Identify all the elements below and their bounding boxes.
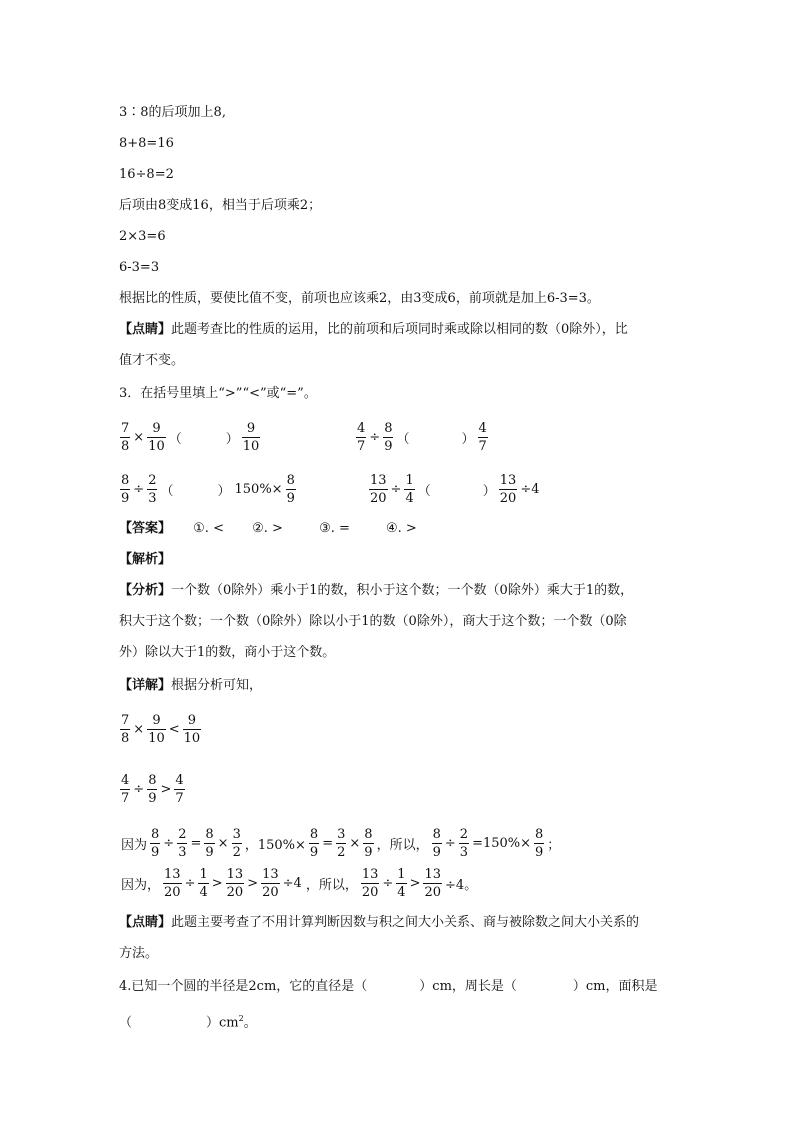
answer-4: ④. > — [386, 521, 417, 536]
answer-1: ①. < — [193, 521, 224, 536]
text-line — [119, 321, 628, 339]
text-span: 根据分析可知， — [171, 678, 263, 693]
answer-3: ③. = — [319, 521, 350, 536]
text-line: 6-3=3 — [119, 260, 160, 275]
text-line — [119, 914, 639, 932]
fraction: $\frac{1}{4}$ — [405, 473, 414, 506]
text-span: 因为 — [121, 838, 148, 853]
fraction: $\frac{9}{10}$ — [242, 421, 260, 454]
fraction: $\frac{2}{3}$ — [148, 473, 157, 506]
fraction: $\frac{13}{20}$ — [370, 473, 387, 506]
comparison-expression: $\frac{8}{9}$ ÷ $\frac{2}{3}$ （ ） 150%× $\frac{8}{9}$ — [121, 473, 295, 506]
solution-expression: $\frac{4}{7}$ ÷ $\frac{8}{9}$ > $\frac{4}{7}$ — [121, 773, 184, 806]
fraction: $\frac{13}{20}$ — [499, 473, 517, 506]
text-line: 值才不变。 — [119, 353, 185, 368]
answer-2: ②. > — [252, 521, 283, 536]
text-line: 方法。 — [119, 946, 159, 961]
solution-expression: 因为 $\frac{8}{9}$ ÷ $\frac{2}{3}$ = $\frac{8}{9}$ × $\frac{3}{2}$ ，150%× $\frac{8}{9}$ = $\frac{3}{2}$ × $\frac{8}{9}$ ，所以， $\frac{8}{9}$ ÷ $\frac{2}{3}$ =150%× $\frac{8}{9}$ ； — [121, 827, 561, 860]
text-span: 。 — [243, 1015, 257, 1031]
comparison-expression: $\frac{4}{7}$ ÷ $\frac{8}{9}$ （ ） $\frac{4}{7}$ — [357, 421, 487, 454]
text-line: 外）除以大于1的数，商小于这个数。 — [119, 645, 336, 660]
section-label: 【解析】 — [119, 552, 172, 567]
solution-expression: $\frac{7}{8}$ × $\frac{9}{10}$ < $\frac{9}{10}$ — [121, 713, 201, 746]
text-span: 一个数（0除外）乘小于1的数，积小于这个数；一个数（0除外）乘大于1的数， — [171, 583, 634, 598]
comparison-expression: $\frac{13}{20}$ ÷ $\frac{1}{4}$ （ ） $\frac{13}{20}$ ÷4 — [370, 473, 540, 506]
question-line — [119, 978, 658, 996]
text-span: 此题主要考查了不用计算判断因数与积之间大小关系、商与被除数之间大小关系的 — [171, 915, 640, 930]
text-span: ，所以， — [376, 838, 429, 853]
text-line: 16÷8=2 — [119, 167, 174, 182]
text-line — [119, 582, 633, 600]
text-line: 8+8=16 — [119, 136, 174, 151]
section-label: 【详解】 — [119, 678, 172, 693]
question-title: 3．在括号里填上“>”“<”或“=”。 — [119, 386, 317, 401]
fraction: $\frac{7}{8}$ — [121, 421, 130, 454]
text-span: ）cm — [206, 1015, 239, 1031]
text-span: （ — [119, 1015, 133, 1031]
fraction: $\frac{4}{7}$ — [478, 421, 487, 454]
superscript: 2 — [238, 1014, 244, 1023]
text-span: 4.已知一个圆的半径是2cm，它的直径是（ — [119, 979, 368, 994]
text-span: ，所以， — [305, 878, 358, 893]
text-line: 根据比的性质，要使比值不变，前项也应该乘2，由3变成6，前项就是加上6-3=3。 — [119, 291, 600, 306]
answer-row — [119, 520, 417, 538]
fraction: $\frac{8}{9}$ — [286, 473, 295, 506]
comparison-expression: $\frac{7}{8}$ × $\frac{9}{10}$ （ ） $\frac{9}{10}$ — [121, 421, 260, 454]
fraction: $\frac{8}{9}$ — [384, 421, 393, 454]
text-line: 2×3=6 — [119, 229, 166, 244]
text-span: ）cm，面积是 — [572, 979, 658, 994]
text-line: 后项由8变成16，相当于后项乘2； — [119, 198, 322, 213]
text-span: 因为， — [121, 878, 161, 893]
solution-expression: 因为， $\frac{13}{20}$ ÷ $\frac{1}{4}$ > $\frac{13}{20}$ > $\frac{13}{20}$ ÷4 ，所以， $\frac{13}{20}$ ÷ $\frac{1}{4}$ > $\frac{13}{20}$ ÷4。 — [121, 867, 478, 900]
section-label: 【点睛】 — [119, 915, 172, 930]
fraction: $\frac{9}{10}$ — [148, 421, 165, 454]
section-label: 【点睛】 — [119, 322, 172, 337]
text-line — [119, 677, 262, 695]
text-line: 积大于这个数；一个数（0除外）除以小于1的数（0除外），商大于这个数；一个数（0除 — [119, 614, 627, 629]
text-span: 此题考查比的性质的运用，比的前项和后项同时乘或除以相同的数（0除外），比 — [171, 322, 628, 337]
text-line: 3∶8的后项加上8, — [119, 105, 226, 120]
answer-label: 【答案】 — [119, 521, 172, 536]
text-span: ）cm，周长是（ — [419, 979, 517, 994]
fraction: $\frac{4}{7}$ — [357, 421, 366, 454]
fraction: $\frac{8}{9}$ — [121, 473, 130, 506]
section-label: 【分析】 — [119, 583, 172, 598]
question-line — [119, 1010, 257, 1032]
